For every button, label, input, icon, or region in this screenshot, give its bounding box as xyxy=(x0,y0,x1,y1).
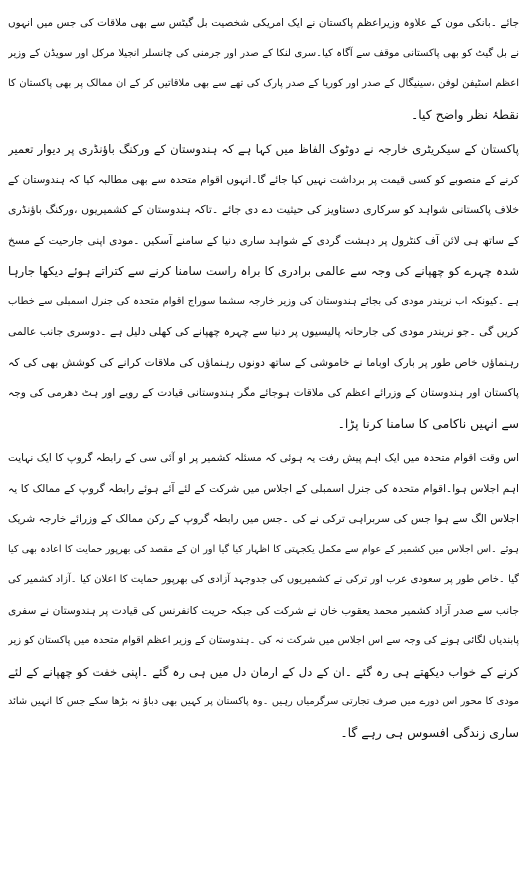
text-line: اجلاس الگ سے ہوا جس کی سربراہی ترکی نے کی ۔جس میں رابطہ گروپ کے رکن ممالک کے وزرائے خارجہ شریک xyxy=(8,513,519,525)
text-line: سے انہیں ناکامی کا سامنا کرنا پڑا۔ xyxy=(337,415,519,431)
paragraph-3 xyxy=(8,443,519,748)
text-line: خلاف پاکستانی شواہد کو سرکاری دستاویز کی حیثیت دے دی جائے ۔تاکہ ہندوستان کے کشمیریوں ،ورکنگ باؤنڈری xyxy=(8,203,519,216)
text-line: ساری زندگی افسوس ہی رہے گا۔ xyxy=(340,724,519,740)
text-line: کرنے کے منصوبے کو کسی قیمت پر برداشت نہیں کیا جائے گا۔انہوں اقوام متحدہ سے بھی مطالبہ کیا کہ ہندوستان کے xyxy=(8,173,519,186)
paragraph-2 xyxy=(8,134,519,439)
text-line: اعظم اسٹیفن لوفن ،سینیگال کے صدر اور کوریا کے صدر پارک کی تھے سے بھی ملاقاتیں کر کے ان ممالک پر بھی پاکستان کا xyxy=(8,78,519,89)
text-line: ہوئے ۔اس اجلاس میں کشمیر کے عوام سے مکمل یکجہتی کا اظہار کیا گیا اور ان کے مقصد کی بھرپور حمایت کا اعادہ بھی کیا xyxy=(8,543,519,555)
text-line: جانب سے صدر آزاد کشمیر محمد یعقوب خان نے شرکت کی جبکہ حریت کانفرنس کی قیادت پر ہندوستان نے سفری xyxy=(8,604,519,617)
text-line: نقطۂ نظر واضح کیا۔ xyxy=(410,106,519,122)
text-line: کریں گی ۔جو نریندر مودی کی جارحانہ پالیسیوں پر دنیا سے چہرہ چھپانے کی کھلی دلیل ہے ۔دوسری جانب عالمی xyxy=(8,325,519,338)
paragraph-1 xyxy=(8,8,519,130)
text-line: کے ساتھ ہی لائن آف کنٹرول پر دہشت گردی کے شواہد ساری دنیا کے سامنے آسکیں ۔مودی اپنی جارحیت کے مسخ xyxy=(8,234,519,247)
text-line: مودی کا محور اس دورے میں صرف تجارتی سرگرمیاں رہیں ۔وہ پاکستان پر کہیں بھی دباؤ نہ بڑھا سکے جس کا انہیں شائد xyxy=(8,696,519,707)
text-line: ہے ۔کیونکہ اب نریندر مودی کی بجائے ہندوستان کی وزیر خارجہ سشما سوراج اقوام متحدہ کی جنرل اسمبلی سے خطاب xyxy=(8,295,519,307)
text-line: اس وقت اقوام متحدہ میں ایک اہم پیش رفت یہ ہوئی کہ مسئلہ کشمیر پر او آئی سی کے رابطہ گروپ کا ایک نہایت xyxy=(8,452,519,464)
text-line: گیا ۔خاص طور پر سعودی عرب اور ترکی نے کشمیریوں کی جدوجہد آزادی کی بھرپور حمایت کا اعلان کیا ۔آزاد کشمیر کی xyxy=(8,574,519,585)
text-line: رہنماؤں خاص طور پر بارک اوباما نے خاموشی کے ساتھ دونوں رہنماؤں کی ملاقات کرانے کی کوشش بھی کی کہ xyxy=(8,355,519,369)
text-line: اہم اجلاس ہوا۔اقوام متحدہ کی جنرل اسمبلی کے اجلاس میں شرکت کے لئے آئے ہوئے رابطہ گروپ کے ممالک کا یہ xyxy=(8,482,519,495)
text-line: پاکستان اور ہندوستان کے وزرائے اعظم کی ملاقات ہوجائے مگر ہندوستانی قیادت کے رویے اور ہٹ دھرمی کی وجہ xyxy=(8,387,519,399)
text-line: شدہ چہرے کو چھپانے کی وجہ سے عالمی برادری کا براہ راست سامنا کرنے سے کتراتے ہوئے دیکھا جارہا xyxy=(8,264,519,278)
text-line: پابندیاں لگائی ہونے کی وجہ سے اس اجلاس میں شرکت نہ کی ۔ہندوستان کے وزیر اعظم اقوام متحدہ میں پاکستان کو زیر xyxy=(8,635,519,646)
text-line: جائے ۔بانکی مون کے علاوہ وزیراعظم پاکستان نے ایک امریکی شخصیت بل گیٹس سے بھی ملاقات کی جس میں انہوں xyxy=(8,17,519,29)
text-line: کرنے کے خواب دیکھتے ہی رہ گئے ۔ان کے دل کے ارمان دل میں ہی رہ گئے ۔اپنی خفت کو چھپانے کے لئے xyxy=(8,664,519,679)
text-line: پاکستان کے سیکریٹری خارجہ نے دوٹوک الفاظ میں کہا ہے کہ ہندوستان کے ورکنگ باؤنڈری پر دیوار تعمیر xyxy=(8,142,519,156)
text-line: نے بل گیٹ کو بھی پاکستانی موقف سے آگاہ کیا۔سری لنکا کے صدر اور جرمنی کی چانسلر انجیلا مرکل اور سویڈن کے وزیر xyxy=(8,47,519,59)
